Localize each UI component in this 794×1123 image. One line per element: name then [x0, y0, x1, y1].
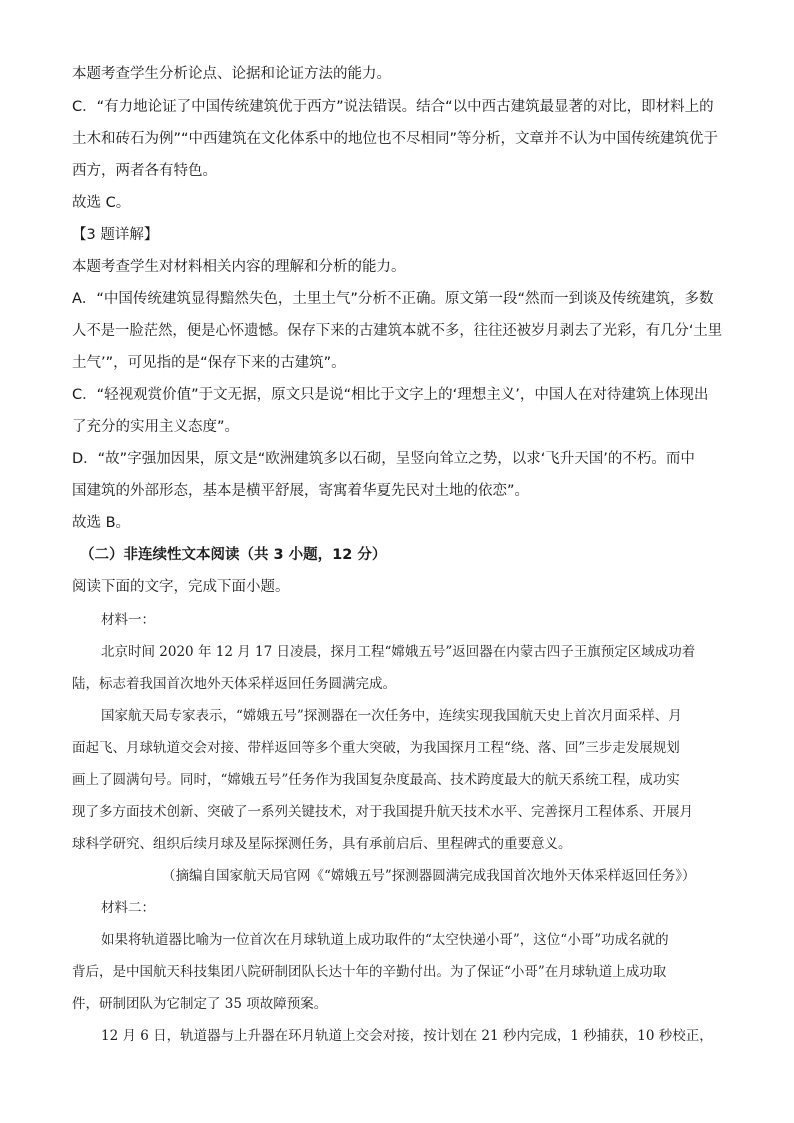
text-line: 人不是一脸茫然，便是心怀遗憾。保存下来的古建筑本就不多，往往还被岁月剥去了光彩，有几分‘土里 — [72, 323, 723, 339]
text-line: 了充分的实用主义态度”。 — [72, 419, 240, 435]
material-text: 背后，是中国航天科技集团八院研制团队长达十年的辛勤付出。为了保证“小哥”在月球轨道上成功取 — [72, 964, 667, 980]
answer-line: 故选 B。 — [72, 515, 131, 531]
material-text: 12 月 6 日，轨道器与上升器在环月轨道上交会对接，按计划在 21 秒内完成，1 秒捕获，10 秒校正， — [101, 1028, 713, 1044]
option-c-analysis-2: C．“轻视观赏价值”于文无据，原文只是说“相比于文字上的‘理想主义’，中国人在对待建筑上体现出 — [72, 387, 709, 403]
material-text: 陆，标志着我国首次地外天体采样返回任务圆满完成。 — [72, 676, 396, 692]
text-line: 国建筑的外部形态，基本是横平舒展，寄寓着华夏先民对土地的依恋”。 — [72, 483, 530, 499]
text-line: 本题考查学生分析论点、论据和论证方法的能力。 — [72, 66, 391, 82]
question-3-heading: 【3 题详解】 — [72, 227, 159, 243]
answer-line: 故选 C。 — [72, 195, 131, 211]
source-citation: （摘编自国家航天局官网《“嫦娥五号”探测器圆满完成我国首次地外天体采样返回任务》） — [162, 868, 696, 884]
option-a-analysis: A．“中国传统建筑显得黯然失色，土里土气”分析不正确。原文第一段“然而一到谈及传统建筑，多数 — [72, 291, 714, 307]
option-d-analysis: D．“故”字强加因果，原文是“欧洲建筑多以石砌，呈竖向耸立之势，以求‘飞升天国’的不朽。而中 — [72, 451, 695, 467]
text-line: 土气’”，可见指的是“保存下来的古建筑”。 — [72, 355, 346, 371]
material-two-label: 材料二： — [101, 900, 155, 916]
material-text: 面起飞、月球轨道交会对接、带样返回等多个重大突破，为我国探月工程“绕、落、回”三步走发展规划 — [72, 740, 680, 756]
instruction-line: 阅读下面的文字，完成下面小题。 — [72, 579, 290, 595]
material-text: 国家航天局专家表示，“嫦娥五号”探测器在一次任务中，连续实现我国航天史上首次月面采样、月 — [101, 708, 682, 724]
material-text: 北京时间 2020 年 12 月 17 日凌晨，探月工程“嫦娥五号”返回器在内蒙古四子王旗预定区域成功着 — [101, 644, 696, 660]
material-text: 件，研制团队为它制定了 35 项故障预案。 — [72, 996, 328, 1012]
material-text: 球科学研究、组织后续月球及星际探测任务，具有承前启后、里程碑式的重要意义。 — [72, 836, 572, 852]
text-line: 西方，两者各有特色。 — [72, 163, 217, 179]
option-c-analysis: C．“有力地论证了中国传统建筑优于西方”说法错误。结合“以中西古建筑最显著的对比，即材料上的 — [72, 99, 714, 115]
material-text: 如果将轨道器比喻为一位首次在月球轨道上成功取件的“太空快递小哥”，这位“小哥”功成名就的 — [101, 932, 669, 948]
material-one-label: 材料一： — [101, 612, 155, 628]
material-text: 现了多方面技术创新、突破了一系列关键技术，对于我国提升航天技术水平、完善探月工程体系、开展月 — [72, 804, 693, 820]
material-text: 画上了圆满句号。同时，“嫦娥五号”任务作为我国复杂度最高、技术跨度最大的航天系统工程，成功实 — [72, 772, 680, 788]
section-heading: （二）非连续性文本阅读（共 3 小题，12 分） — [80, 547, 387, 563]
text-line: 土木和砖石为例”“中西建筑在文化体系中的地位也不尽相同”等分析，文章并不认为中国传统建筑优于 — [72, 131, 719, 147]
text-line: 本题考查学生对材料相关内容的理解和分析的能力。 — [72, 259, 406, 275]
